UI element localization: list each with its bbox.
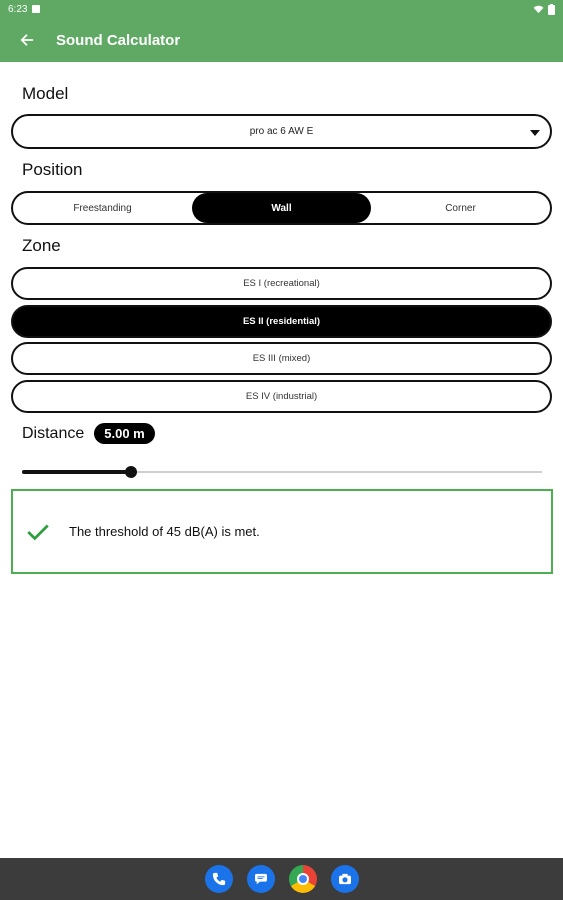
messages-icon[interactable] (247, 865, 275, 893)
model-selected-value: pro ac 6 AW E (249, 126, 314, 137)
app-bar (0, 18, 563, 62)
dock (0, 858, 563, 900)
position-label: Position (22, 160, 83, 179)
position-option-wall[interactable]: Wall (192, 193, 371, 223)
distance-label: Distance (22, 424, 85, 442)
model-label: Model (22, 84, 69, 103)
back-arrow-icon[interactable] (16, 29, 38, 51)
page-title: Sound Calculator (56, 31, 181, 49)
zone-option-es3[interactable]: ES III (mixed) (11, 342, 552, 375)
zone-label: Zone (22, 236, 61, 255)
status-bar (0, 0, 563, 18)
battery-icon (548, 4, 555, 15)
phone-icon[interactable] (205, 865, 233, 893)
slider-thumb[interactable] (125, 466, 137, 478)
status-time: 6:23 (8, 3, 28, 15)
result-box (11, 489, 553, 574)
model-dropdown[interactable] (11, 114, 552, 149)
distance-value-badge: 5.00 m (94, 423, 154, 444)
position-selector (11, 191, 552, 225)
chrome-icon[interactable] (289, 865, 317, 893)
zone-option-es1[interactable]: ES I (recreational) (11, 267, 552, 300)
distance-row (22, 423, 155, 444)
sim-icon (32, 5, 40, 13)
wifi-icon (533, 5, 544, 14)
slider-fill (22, 470, 131, 474)
dropdown-arrow-icon (530, 130, 540, 136)
zone-option-es4[interactable]: ES IV (industrial) (11, 380, 552, 413)
result-message: The threshold of 45 dB(A) is met. (69, 524, 260, 539)
position-option-freestanding[interactable]: Freestanding (73, 202, 132, 214)
zone-option-es2[interactable]: ES II (residential) (11, 305, 552, 338)
check-icon (25, 519, 51, 545)
position-option-corner[interactable]: Corner (445, 202, 476, 214)
camera-icon[interactable] (331, 865, 359, 893)
distance-slider[interactable] (22, 462, 542, 482)
